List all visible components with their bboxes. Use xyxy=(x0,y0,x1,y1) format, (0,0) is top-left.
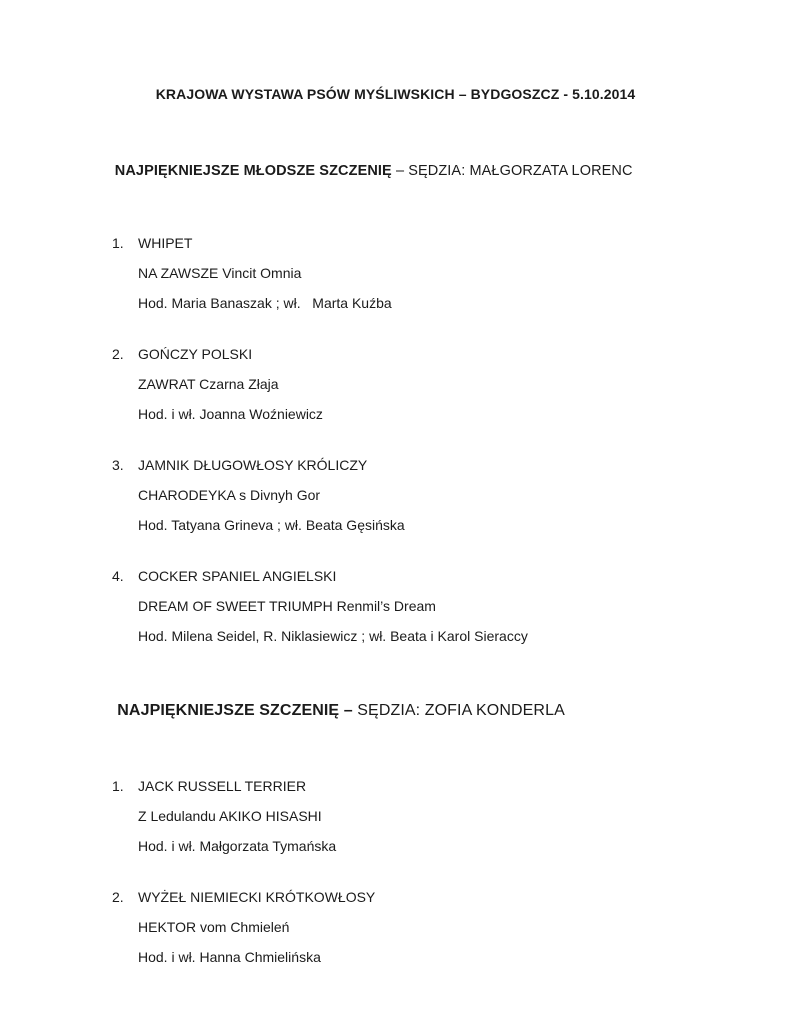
entry-lines xyxy=(138,339,751,429)
section-heading-bold: NAJPIĘKNIEJSZE SZCZENIĘ – xyxy=(117,702,353,719)
entry-lines xyxy=(138,228,751,318)
entry-breeder-owner: Hod. i wł. Hanna Chmielińska xyxy=(138,949,321,965)
entry-lines xyxy=(138,771,751,861)
entry-breeder-owner: Hod. Maria Banaszak ; wł. Marta Kuźba xyxy=(138,295,392,311)
section xyxy=(90,684,751,972)
section-heading xyxy=(90,684,751,738)
entry-number: 2. xyxy=(112,346,124,362)
list-item xyxy=(112,228,751,318)
entry-number: 4. xyxy=(112,568,124,584)
entry-dog-name: Z Ledulandu AKIKO HISASHI xyxy=(138,808,322,824)
entry-dog-name: ZAWRAT Czarna Złaja xyxy=(138,376,279,392)
entry-list xyxy=(112,771,751,972)
section-heading-rest: – SĘDZIA: MAŁGORZATA LORENC xyxy=(391,163,633,179)
entry-list xyxy=(112,228,751,651)
entry-breeder-owner: Hod. Milena Seidel, R. Niklasiewicz ; wł. Beata i Karol Sieraccy xyxy=(138,628,528,644)
entry-lines xyxy=(138,882,751,972)
page-title: KRAJOWA WYSTAWA PSÓW MYŚLIWSKICH – BYDGOSZCZ - 5.10.2014 xyxy=(155,86,636,102)
section xyxy=(90,147,751,651)
entry-breed: JAMNIK DŁUGOWŁOSY KRÓLICZY xyxy=(138,457,368,473)
entry-dog-name: CHARODEYKA s Divnyh Gor xyxy=(138,487,321,503)
entry-number: 3. xyxy=(112,457,124,473)
sections xyxy=(90,147,751,972)
list-item xyxy=(112,339,751,429)
section-heading-rest: SĘDZIA: ZOFIA KONDERLA xyxy=(352,702,565,719)
list-item xyxy=(112,771,751,861)
list-item xyxy=(112,561,751,651)
list-item xyxy=(112,450,751,540)
entry-breeder-owner: Hod. Tatyana Grineva ; wł. Beata Gęsińska xyxy=(138,517,405,533)
entry-number: 1. xyxy=(112,778,124,794)
section-heading xyxy=(90,147,751,195)
entry-lines xyxy=(138,450,751,540)
entry-dog-name: NA ZAWSZE Vincit Omnia xyxy=(138,265,302,281)
entry-lines xyxy=(138,561,751,651)
entry-dog-name: HEKTOR vom Chmieleń xyxy=(138,919,290,935)
entry-breed: GOŃCZY POLSKI xyxy=(138,346,253,362)
entry-breed: WHIPET xyxy=(138,235,193,251)
entry-number: 2. xyxy=(112,889,124,905)
entry-dog-name: DREAM OF SWEET TRIUMPH Renmil’s Dream xyxy=(138,598,436,614)
entry-breed: JACK RUSSELL TERRIER xyxy=(138,778,307,794)
list-item xyxy=(112,882,751,972)
section-heading-bold: NAJPIĘKNIEJSZE MŁODSZE SZCZENIĘ xyxy=(114,163,392,179)
entry-breed: WYŻEŁ NIEMIECKI KRÓTKOWŁOSY xyxy=(138,889,376,905)
entry-breed: COCKER SPANIEL ANGIELSKI xyxy=(138,568,337,584)
entry-breeder-owner: Hod. i wł. Joanna Woźniewicz xyxy=(138,406,323,422)
entry-breeder-owner: Hod. i wł. Małgorzata Tymańska xyxy=(138,838,337,854)
entry-number: 1. xyxy=(112,235,124,251)
